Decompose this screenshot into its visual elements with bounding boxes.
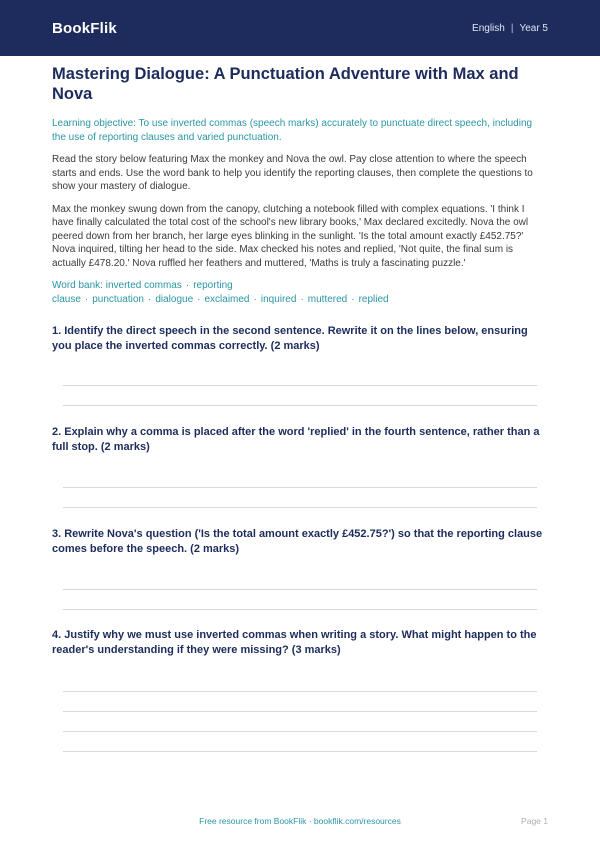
page-header [0, 0, 600, 56]
answer-line[interactable] [63, 385, 537, 386]
word-bank-separator: · [84, 293, 89, 305]
answer-line[interactable] [63, 405, 537, 406]
answer-line[interactable] [63, 731, 537, 732]
footer-source-link[interactable]: Free resource from BookFlik · bookflik.com/resources [199, 816, 401, 826]
word-bank-label: Word bank: [52, 280, 103, 291]
word-bank-separator: · [147, 293, 152, 305]
intro-paragraph: Read the story below featuring Max the monkey and Nova the owl. Pay close attention to where the speech starts and ends. Use the word bank to help you identify the reporting clauses, then complete the questions to show your mastery of dialogue. [52, 154, 533, 192]
word-bank-word: exclaimed [204, 293, 250, 305]
brand-logo-text: BookFlik [52, 19, 117, 37]
answer-line[interactable] [63, 751, 537, 752]
answer-line[interactable] [63, 507, 537, 508]
word-bank-word: punctuation [92, 293, 144, 305]
question-4: 4. Justify why we must use inverted commas when writing a story. What might happen to the reader's understanding if they were missing? (3 marks) [52, 629, 537, 656]
story-paragraph: Max the monkey swung down from the canopy, clutching a notebook filled with complex equations. 'I think I have finally calculated the total cost of the school's new library books,' Max declared excitedly. Nova the owl peered down from her branch, her large eyes blinking in the sunlight. 'Is the total amount exactly £452.75?' Nova inquired, tilting her head to the side. Max checked his notes and replied, 'Not quite, the final sum is actually £478.20.' Nova ruffled her feathers and muttered, 'Maths is truly a fascinating puzzle.' [52, 203, 529, 269]
year-label: Year 5 [519, 22, 548, 34]
page-number: Page 1 [521, 816, 548, 826]
question-1: 1. Identify the direct speech in the second sentence. Rewrite it on the lines below, ensuring you place the inverted commas correctly. (2 marks) [52, 325, 528, 352]
question-2: 2. Explain why a comma is placed after the word 'replied' in the fourth sentence, rather than a full stop. (2 marks) [52, 426, 540, 453]
learning-objective: Learning objective: To use inverted commas (speech marks) accurately to punctuate direct speech, including the use of reporting clauses and varied punctuation. [52, 118, 533, 143]
subject-label: English [472, 22, 505, 34]
word-bank-word: muttered [307, 293, 348, 305]
worksheet-body [52, 64, 548, 306]
header-separator: | [510, 22, 514, 34]
word-bank-separator: · [197, 293, 201, 305]
word-bank-separator: · [351, 293, 355, 305]
word-bank-word: reporting clause [52, 280, 233, 305]
answer-line[interactable] [63, 691, 537, 692]
word-bank [52, 279, 548, 306]
word-bank-separator: · [300, 293, 304, 305]
header-meta [472, 23, 548, 34]
word-bank-word: inverted commas [105, 280, 182, 291]
page-title: Mastering Dialogue: A Punctuation Adventure with Max and Nova [52, 65, 519, 103]
answer-line[interactable] [63, 609, 537, 610]
word-bank-word: dialogue [155, 293, 194, 305]
answer-line[interactable] [63, 589, 537, 590]
word-bank-word: replied [358, 293, 389, 305]
word-bank-separator: · [253, 293, 257, 305]
word-bank-separator: · [185, 280, 190, 291]
question-3: 3. Rewrite Nova's question ('Is the total amount exactly £452.75?') so that the reporting clause comes before the speech. (2 marks) [52, 528, 543, 555]
answer-line[interactable] [63, 487, 537, 488]
word-bank-word: inquired [260, 293, 297, 305]
answer-line[interactable] [63, 711, 537, 712]
